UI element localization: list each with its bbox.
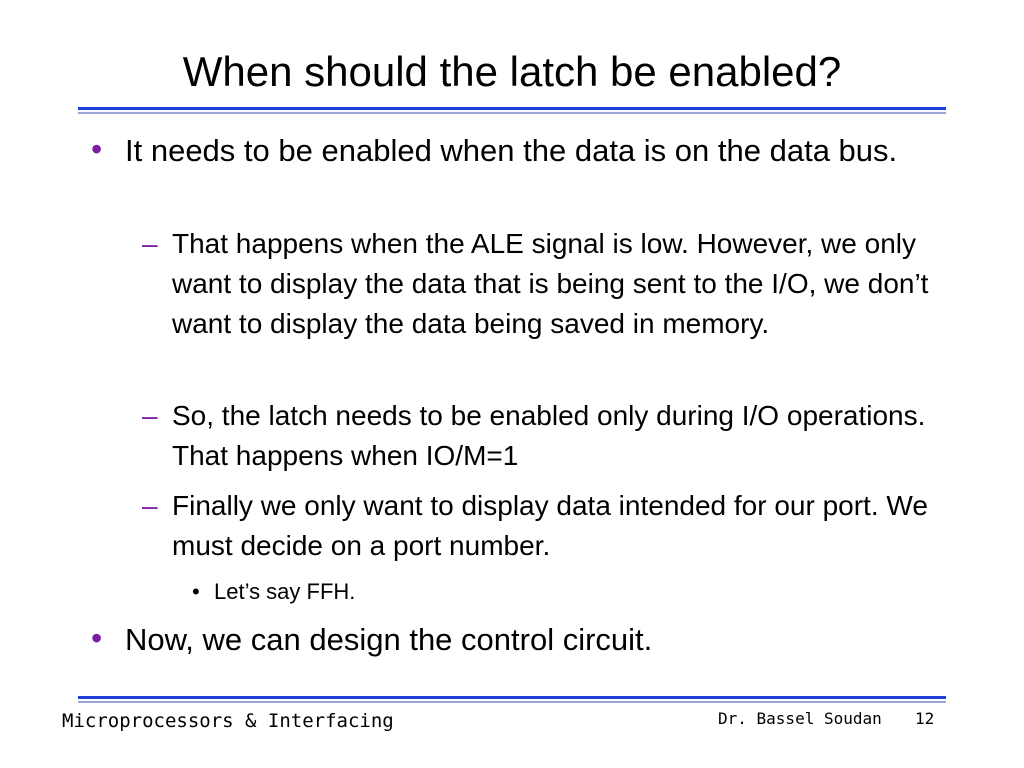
- sub-bullet-text: That happens when the ALE signal is low. However, we only want to display the data that is being sent to the I/O, we don’t want to display the data being saved in memory.: [172, 228, 929, 339]
- bullet-marker: •: [91, 131, 103, 167]
- slide-title: When should the latch be enabled?: [182, 48, 842, 95]
- bullet-marker: •: [91, 620, 103, 656]
- small-bullet-marker: •: [192, 579, 200, 604]
- footer-course: Microprocessors & Interfacing: [62, 710, 394, 732]
- dash-marker: –: [142, 228, 158, 259]
- bullet-item: [91, 131, 915, 171]
- footer-divider: [78, 696, 946, 703]
- sub-sub-bullet-item: [192, 578, 814, 606]
- bullet-text: Now, we can design the control circuit.: [125, 622, 653, 657]
- bullet-text: It needs to be enabled when the data is on the data bus.: [125, 133, 898, 168]
- sub-bullet-text: So, the latch needs to be enabled only during I/O operations. That happens when IO/M=1: [172, 400, 926, 471]
- dash-marker: –: [142, 400, 158, 431]
- sub-bullet-item: [142, 486, 932, 566]
- sub-bullet-text: Finally we only want to display data intended for our port. We must decide on a port number.: [172, 490, 928, 561]
- dash-marker: –: [142, 490, 158, 521]
- footer-author: Dr. Bassel Soudan: [718, 709, 882, 728]
- sub-bullet-item: [142, 224, 932, 344]
- sub-bullet-item: [142, 396, 932, 476]
- page-number: 12: [915, 709, 935, 728]
- sub-sub-bullet-text: Let’s say FFH.: [214, 579, 356, 604]
- bullet-item: [91, 620, 915, 660]
